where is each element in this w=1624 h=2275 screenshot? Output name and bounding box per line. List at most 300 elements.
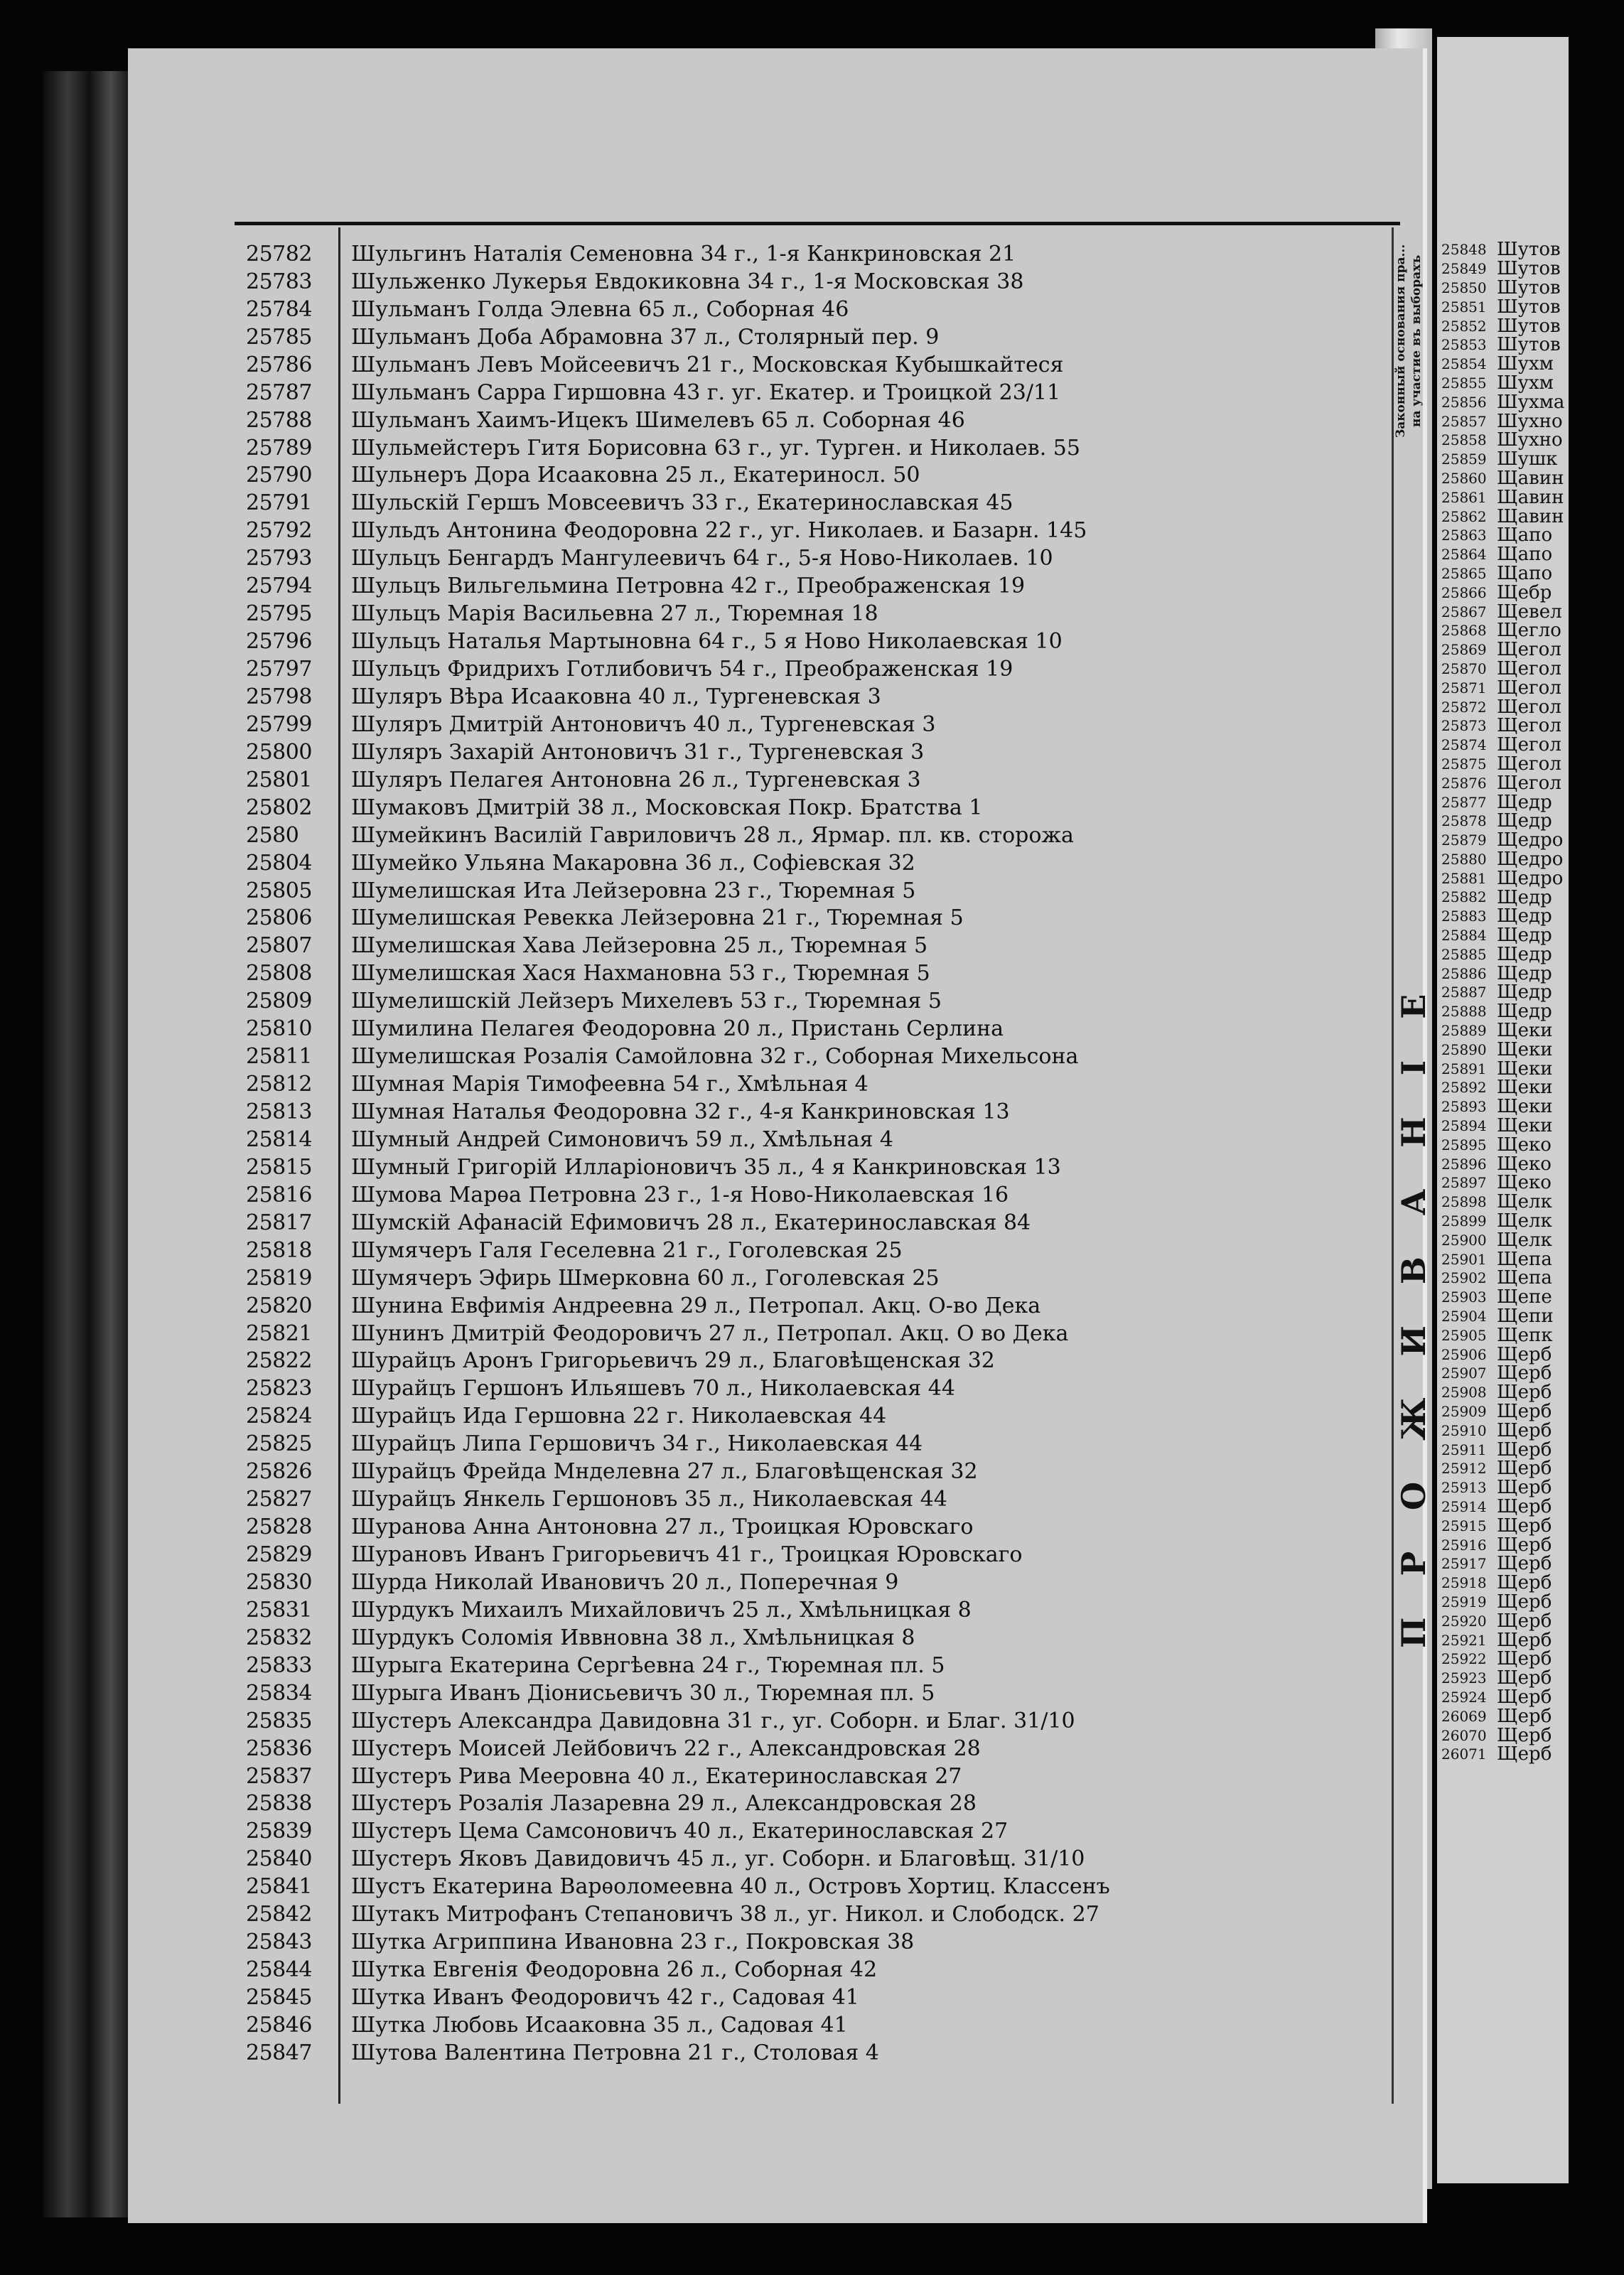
entry-number: 25811 — [246, 1044, 312, 1070]
entry-number: 25785 — [246, 324, 312, 350]
list-item — [1441, 773, 1564, 792]
entry-text: Шурайцъ Ида Гершовна 22 г. Николаевская 44 — [351, 1404, 887, 1429]
entry-name-fragment: Щапо — [1497, 562, 1553, 584]
list-item — [246, 323, 1376, 351]
list-item — [1441, 450, 1564, 469]
entry-number: 25826 — [246, 1459, 312, 1485]
entry-name-fragment: Щедро — [1497, 867, 1564, 889]
entry-number: 25875 — [1441, 755, 1487, 773]
entry-number: 25924 — [1441, 1688, 1487, 1706]
list-item — [246, 1817, 1376, 1845]
entry-text: Шумная Наталья Феодоровна 32 г., 4-я Канкриновская 13 — [351, 1099, 1010, 1125]
list-item — [246, 1070, 1376, 1098]
entry-name-fragment: Щеки — [1497, 1058, 1553, 1080]
entry-number: 25870 — [1441, 660, 1487, 677]
entry-number: 25794 — [246, 574, 312, 599]
entry-name-fragment: Щедр — [1497, 886, 1552, 908]
list-item — [1441, 564, 1564, 583]
entry-text: Шурдукъ Михаилъ Михайловичъ 25 л., Хмѣльницкая 8 — [351, 1597, 972, 1623]
entry-text: Шурыга Иванъ Діонисьевичъ 30 л., Тюремная пл. 5 — [351, 1680, 935, 1706]
list-item — [1441, 1059, 1564, 1078]
entry-name-fragment: Щерб — [1497, 1343, 1552, 1365]
list-item — [246, 1956, 1376, 1984]
list-item — [246, 1043, 1376, 1070]
entry-text: Шумячеръ Эфирь Шмерковна 60 л., Гоголевская 25 — [351, 1265, 940, 1291]
entry-name-fragment: Щедр — [1497, 943, 1552, 965]
entry-number: 25816 — [246, 1182, 312, 1208]
list-item — [246, 1845, 1376, 1873]
entry-number: 25873 — [1441, 717, 1487, 735]
entry-name-fragment: Щеко — [1497, 1172, 1552, 1194]
list-item — [246, 1015, 1376, 1043]
list-item — [1441, 1630, 1564, 1650]
entry-name-fragment: Щегол — [1497, 677, 1561, 699]
entry-text: Шурда Николай Ивановичъ 20 л., Поперечная 9 — [351, 1569, 899, 1595]
entry-number: 25881 — [1441, 869, 1487, 887]
list-item — [1441, 1402, 1564, 1421]
entry-text: Шустеръ Александра Давидовна 31 г., уг. Соборн. и Благ. 31/10 — [351, 1708, 1075, 1733]
entry-number: 25874 — [1441, 736, 1487, 754]
entry-text: Шутка Евгенія Феодоровна 26 л., Соборная 42 — [351, 1957, 878, 1983]
list-item — [1441, 1745, 1564, 1764]
list-item — [1441, 907, 1564, 926]
list-item — [246, 738, 1376, 766]
entry-number: 25810 — [246, 1016, 312, 1042]
entry-name-fragment: Шухно — [1497, 410, 1563, 432]
list-item — [246, 296, 1376, 323]
list-item — [246, 1098, 1376, 1126]
entry-name-fragment: Щедро — [1497, 829, 1564, 851]
list-item — [246, 434, 1376, 462]
entry-name-fragment: Щапо — [1497, 525, 1553, 547]
list-item — [1441, 697, 1564, 716]
entry-name-fragment: Щерб — [1497, 1401, 1552, 1423]
list-item — [1441, 392, 1564, 412]
entry-number: 25849 — [1441, 260, 1487, 278]
entry-text: Шустеръ Рива Мееровна 40 л., Екатеринославская 27 — [351, 1763, 962, 1789]
entry-number: 25850 — [1441, 279, 1487, 296]
list-item — [1441, 964, 1564, 983]
list-item — [246, 877, 1376, 905]
list-item — [246, 1679, 1376, 1707]
list-item — [1441, 1117, 1564, 1136]
entry-name-fragment: Щедр — [1497, 925, 1552, 947]
list-item — [246, 655, 1376, 683]
entry-number: 25889 — [1441, 1022, 1487, 1040]
entry-number: 25837 — [246, 1763, 312, 1789]
list-item — [246, 544, 1376, 572]
entry-number: 25917 — [1441, 1555, 1487, 1573]
entry-text: Шульманъ Сарра Гиршовна 43 г. уг. Екатер. и Троицкой 23/11 — [351, 380, 1061, 405]
list-item — [1441, 1269, 1564, 1288]
entry-name-fragment: Щерб — [1497, 1572, 1552, 1594]
entry-name-fragment: Щепе — [1497, 1286, 1552, 1308]
list-item — [246, 1984, 1376, 2011]
entry-number: 25903 — [1441, 1289, 1487, 1306]
list-item — [246, 1624, 1376, 1652]
entry-text: Шунина Евфимія Андреевна 29 л., Петропал. Акц. О-во Дека — [351, 1293, 1041, 1318]
entry-name-fragment: Шутов — [1497, 296, 1561, 318]
entry-number: 25822 — [246, 1348, 312, 1374]
entry-name-fragment: Щавин — [1497, 486, 1564, 508]
entry-name-fragment: Щеки — [1497, 1077, 1553, 1099]
list-item — [1441, 1440, 1564, 1459]
entry-name-fragment: Щедр — [1497, 1001, 1552, 1023]
entry-number: 25923 — [1441, 1669, 1487, 1687]
list-item — [246, 1790, 1376, 1818]
entry-text: Шумный Андрей Симоновичъ 59 л., Хмѣльная 4 — [351, 1126, 894, 1152]
entry-number: 25841 — [246, 1874, 312, 1900]
entry-text: Шумаковъ Дмитрій 38 л., Московская Покр. Братства 1 — [351, 795, 983, 820]
entry-text: Шустеръ Моисей Лейбовичъ 22 г., Александровская 28 — [351, 1736, 981, 1761]
entry-number: 25888 — [1441, 1003, 1487, 1021]
list-item — [246, 1569, 1376, 1596]
list-item — [1441, 1535, 1564, 1554]
list-item — [1441, 1421, 1564, 1440]
list-item — [246, 1485, 1376, 1513]
entry-text: Шурайцъ Аронъ Григорьевичъ 29 л., Благовѣщенская 32 — [351, 1348, 995, 1374]
entry-number: 26069 — [1441, 1707, 1487, 1725]
entry-number: 25814 — [246, 1126, 312, 1152]
entry-text: Шуляръ Дмитрій Антоновичъ 40 л., Тургеневская 3 — [351, 711, 936, 737]
list-item — [246, 1458, 1376, 1485]
entry-name-fragment: Щерб — [1497, 1458, 1552, 1480]
list-item — [246, 1320, 1376, 1348]
entry-name-fragment: Щепк — [1497, 1324, 1553, 1346]
list-item — [1441, 926, 1564, 945]
entry-name-fragment: Щедр — [1497, 981, 1552, 1004]
list-item — [1441, 1230, 1564, 1249]
entry-number: 25783 — [246, 269, 312, 294]
list-item — [246, 794, 1376, 822]
list-item — [1441, 431, 1564, 450]
entry-text: Шумелишская Ита Лейзеровна 23 г., Тюремная 5 — [351, 878, 916, 903]
entry-number: 25914 — [1441, 1497, 1487, 1515]
list-item — [1441, 240, 1564, 259]
list-item — [246, 240, 1376, 268]
entry-number: 25819 — [246, 1265, 312, 1291]
entry-number: 25871 — [1441, 679, 1487, 697]
entry-number: 25855 — [1441, 374, 1487, 392]
list-item — [1441, 1325, 1564, 1345]
next-page-list — [1441, 240, 1564, 1764]
entry-number: 25798 — [246, 684, 312, 709]
list-item — [246, 1181, 1376, 1209]
entry-text: Шурайцъ Янкель Гершоновъ 35 л., Николаевская 44 — [351, 1487, 947, 1512]
entry-number: 25883 — [1441, 908, 1487, 925]
entry-number: 25784 — [246, 296, 312, 322]
list-item — [1441, 868, 1564, 888]
entry-number: 25846 — [246, 2012, 312, 2038]
list-item — [1441, 792, 1564, 812]
entry-number: 25905 — [1441, 1326, 1487, 1344]
list-item — [1441, 1706, 1564, 1726]
list-item — [246, 351, 1376, 379]
list-item — [1441, 469, 1564, 488]
list-item — [1441, 1650, 1564, 1669]
entry-number: 25856 — [1441, 393, 1487, 411]
list-item — [246, 959, 1376, 987]
entry-text: Шумелишская Ревекка Лейзеровна 21 г., Тюремная 5 — [351, 905, 964, 931]
entry-number: 25827 — [246, 1487, 312, 1512]
list-item — [1441, 602, 1564, 621]
entry-text: Шунинъ Дмитрій Феодоровичъ 27 л., Петропал. Акц. О во Дека — [351, 1321, 1069, 1346]
entry-text: Шульцъ Наталья Мартыновна 64 г., 5 я Ново Николаевская 10 — [351, 629, 1063, 655]
entry-number: 25789 — [246, 435, 312, 461]
entry-name-fragment: Шухма — [1497, 391, 1565, 413]
entry-text: Шурдукъ Соломія Иввновна 38 л., Хмѣльницкая 8 — [351, 1625, 915, 1650]
list-item — [1441, 945, 1564, 964]
entry-name-fragment: Щеко — [1497, 1153, 1552, 1175]
list-item — [1441, 640, 1564, 660]
entry-number: 25824 — [246, 1404, 312, 1429]
list-item — [246, 1237, 1376, 1264]
list-item — [246, 572, 1376, 600]
entry-text: Шульманъ Левъ Мойсеевичъ 21 г., Московская Кубышкайтеся — [351, 352, 1064, 377]
entry-name-fragment: Шутов — [1497, 315, 1561, 337]
entry-number: 25782 — [246, 241, 312, 267]
list-item — [246, 1153, 1376, 1181]
entry-number: 25916 — [1441, 1536, 1487, 1554]
entry-number: 25836 — [246, 1736, 312, 1761]
entry-number: 25840 — [246, 1846, 312, 1872]
entry-text: Шумейко Ульяна Макаровна 36 л., Софіевская 32 — [351, 850, 915, 876]
list-item — [246, 1209, 1376, 1237]
entry-text: Шутова Валентина Петровна 21 г., Столовая 4 — [351, 2040, 879, 2065]
list-item — [246, 683, 1376, 711]
entry-number: 25919 — [1441, 1593, 1487, 1610]
list-item — [1441, 374, 1564, 393]
list-item — [1441, 1002, 1564, 1021]
list-item — [1441, 1383, 1564, 1402]
list-item — [246, 1292, 1376, 1320]
list-item — [1441, 545, 1564, 564]
entry-text: Шурайцъ Фрейда Мнделевна 27 л., Благовѣщенская 32 — [351, 1459, 978, 1485]
entry-name-fragment: Щегло — [1497, 620, 1561, 642]
entry-number: 25854 — [1441, 355, 1487, 373]
entry-number: 25879 — [1441, 832, 1487, 849]
entry-number: 25825 — [246, 1431, 312, 1457]
entry-number: 25867 — [1441, 603, 1487, 620]
list-item — [246, 1735, 1376, 1763]
list-item — [246, 822, 1376, 849]
list-item — [1441, 678, 1564, 697]
entry-number: 25851 — [1441, 298, 1487, 316]
list-item — [1441, 1173, 1564, 1193]
entry-name-fragment: Щеки — [1497, 1096, 1553, 1118]
entry-text: Шульгинъ Наталія Семеновна 34 г., 1-я Канкриновская 21 — [351, 241, 1016, 267]
list-item — [1441, 1193, 1564, 1212]
entry-name-fragment: Щерб — [1497, 1477, 1552, 1499]
entry-number: 25907 — [1441, 1365, 1487, 1382]
list-item — [1441, 1040, 1564, 1059]
list-item — [246, 517, 1376, 544]
entry-number: 25878 — [1441, 812, 1487, 830]
list-item — [246, 600, 1376, 628]
list-item — [246, 1652, 1376, 1679]
entry-name-fragment: Шутов — [1497, 277, 1561, 299]
entry-text: Шульмейстеръ Гитя Борисовна 63 г., уг. Турген. и Николаев. 55 — [351, 435, 1080, 461]
entry-text: Шумелишская Хася Нахмановна 53 г., Тюремная 5 — [351, 961, 930, 986]
entry-name-fragment: Щедр — [1497, 810, 1552, 832]
entry-name-fragment: Щедро — [1497, 848, 1564, 870]
entry-text: Шуляръ Вѣра Исааковна 40 л., Тургеневская 3 — [351, 684, 881, 709]
entry-number: 25835 — [246, 1708, 312, 1733]
list-item — [1441, 812, 1564, 831]
entry-number: 25848 — [1441, 241, 1487, 259]
list-item — [246, 711, 1376, 738]
entry-number: 25821 — [246, 1321, 312, 1346]
list-item — [1441, 1097, 1564, 1117]
list-item — [1441, 488, 1564, 507]
entry-text: Шумячеръ Галя Геселевна 21 г., Гоголевская 25 — [351, 1237, 903, 1263]
entry-text: Шутакъ Митрофанъ Степановичъ 38 л., уг. Никол. и Слободск. 27 — [351, 1902, 1099, 1927]
entry-number: 25797 — [246, 657, 312, 682]
entry-name-fragment: Щепи — [1497, 1306, 1554, 1328]
entry-number: 25921 — [1441, 1631, 1487, 1649]
entry-number: 25853 — [1441, 336, 1487, 354]
list-item — [246, 1541, 1376, 1569]
entry-number: 25880 — [1441, 850, 1487, 868]
entry-number: 25897 — [1441, 1174, 1487, 1192]
list-item — [1441, 507, 1564, 526]
list-item — [246, 932, 1376, 959]
list-item — [246, 1900, 1376, 1928]
entry-text: Шустеръ Яковъ Давидовичъ 45 л., уг. Соборн. и Благовѣщ. 31/10 — [351, 1846, 1085, 1872]
entry-number: 25808 — [246, 961, 312, 986]
entry-text: Шуляръ Пелагея Антоновна 26 л., Тургеневская 3 — [351, 767, 921, 792]
entry-number: 25793 — [246, 546, 312, 571]
list-item — [1441, 526, 1564, 545]
list-item — [1441, 1249, 1564, 1269]
list-item — [1441, 1726, 1564, 1745]
list-item — [1441, 259, 1564, 279]
entry-number: 25896 — [1441, 1155, 1487, 1173]
entry-number: 26070 — [1441, 1726, 1487, 1744]
entry-name-fragment: Щепа — [1497, 1248, 1552, 1270]
entry-number: 25820 — [246, 1293, 312, 1318]
list-item — [1441, 1688, 1564, 1707]
entry-text: Шульскій Гершъ Мовсеевичъ 33 г., Екатеринославская 45 — [351, 490, 1013, 516]
entry-name-fragment: Шухм — [1497, 353, 1554, 375]
list-item — [1441, 657, 1564, 679]
list-item — [246, 905, 1376, 932]
list-item — [246, 1264, 1376, 1292]
list-item — [246, 1513, 1376, 1541]
entry-text: Шутка Иванъ Феодоровичъ 42 г., Садовая 41 — [351, 1985, 859, 2011]
entry-number: 25807 — [246, 933, 312, 959]
entry-number: 25799 — [246, 711, 312, 737]
list-item — [246, 268, 1376, 296]
list-item — [1441, 1154, 1564, 1173]
entry-name-fragment: Щерб — [1497, 1724, 1552, 1746]
entry-text: Шуранова Анна Антоновна 27 л., Троицкая Юровскаго — [351, 1515, 974, 1540]
entry-number: 25886 — [1441, 964, 1487, 982]
entry-number: 25842 — [246, 1902, 312, 1927]
entry-number: 25815 — [246, 1154, 312, 1180]
book-spine — [43, 71, 128, 2217]
entry-number: 25899 — [1441, 1212, 1487, 1230]
entry-number: 25864 — [1441, 546, 1487, 564]
entry-name-fragment: Щедр — [1497, 962, 1552, 984]
entry-number: 25830 — [246, 1569, 312, 1595]
entry-number: 25792 — [246, 518, 312, 544]
entry-name-fragment: Щерб — [1497, 1591, 1552, 1613]
entry-name-fragment: Щеки — [1497, 1038, 1553, 1060]
entry-number: 25901 — [1441, 1250, 1487, 1268]
entry-number: 25834 — [246, 1680, 312, 1706]
entry-text: Шутка Агриппина Ивановна 23 г., Покровская 38 — [351, 1930, 915, 1955]
entry-number: 25895 — [1441, 1136, 1487, 1153]
entry-name-fragment: Щелк — [1497, 1191, 1552, 1213]
entry-name-fragment: Щебр — [1497, 581, 1552, 603]
entry-name-fragment: Щегол — [1497, 696, 1561, 718]
entry-text: Шумейкинъ Василій Гавриловичъ 28 л., Ярмар. пл. кв. сторожа — [351, 822, 1074, 848]
list-item — [246, 2011, 1376, 2039]
entry-text: Шуляръ Захарій Антоновичъ 31 г., Тургеневская 3 — [351, 739, 925, 765]
entry-number: 25812 — [246, 1072, 312, 1097]
entry-name-fragment: Щегол — [1497, 753, 1561, 775]
list-item — [1441, 1516, 1564, 1535]
entry-number: 25866 — [1441, 583, 1487, 601]
entry-text: Шульцъ Бенгардъ Мангулеевичъ 64 г., 5-я Ново-Николаев. 10 — [351, 546, 1053, 571]
entry-number: 25893 — [1441, 1098, 1487, 1116]
entry-number: 25890 — [1441, 1040, 1487, 1058]
entry-number: 25882 — [1441, 888, 1487, 906]
entry-number: 25859 — [1441, 451, 1487, 468]
entry-name-fragment: Щерб — [1497, 1705, 1552, 1727]
entry-number: 25894 — [1441, 1117, 1487, 1135]
entry-name-fragment: Щерб — [1497, 1382, 1552, 1404]
entry-name-fragment: Шушк — [1497, 448, 1558, 470]
entry-number: 25898 — [1441, 1193, 1487, 1211]
list-item — [1441, 583, 1564, 602]
entry-number: 25788 — [246, 407, 312, 433]
entry-name-fragment: Щелк — [1497, 1210, 1552, 1232]
entry-name-fragment: Щерб — [1497, 1419, 1552, 1441]
entry-number: 25857 — [1441, 412, 1487, 430]
entry-number: 25902 — [1441, 1269, 1487, 1287]
list-item — [1441, 1212, 1564, 1231]
entry-text: Шумная Марія Тимофеевна 54 г., Хмѣльная 4 — [351, 1072, 869, 1097]
list-item — [246, 987, 1376, 1015]
list-item — [1441, 1554, 1564, 1574]
entry-name-fragment: Щеки — [1497, 1020, 1553, 1042]
list-item — [1441, 888, 1564, 907]
sidebar-rule — [1392, 227, 1394, 2104]
entry-number: 25912 — [1441, 1460, 1487, 1478]
entry-name-fragment: Щегол — [1497, 734, 1561, 756]
entry-number: 25838 — [246, 1791, 312, 1817]
list-item — [1441, 316, 1564, 335]
entry-number: 25908 — [1441, 1384, 1487, 1402]
entry-name-fragment: Шутов — [1497, 258, 1561, 280]
list-item — [1441, 1078, 1564, 1097]
entry-name-fragment: Шутов — [1497, 334, 1561, 356]
list-item — [1441, 1497, 1564, 1517]
entry-number: 25911 — [1441, 1441, 1487, 1458]
entry-name-fragment: Щепа — [1497, 1267, 1552, 1289]
entry-text: Шурыга Екатерина Сергѣевна 24 г., Тюремная пл. 5 — [351, 1652, 945, 1678]
entry-number: 25831 — [246, 1597, 312, 1623]
entry-text: Шустеръ Цема Самсоновичъ 40 л., Екатеринославская 27 — [351, 1819, 1009, 1844]
list-item — [246, 1596, 1376, 1624]
entry-name-fragment: Щерб — [1497, 1610, 1552, 1632]
entry-number: 25790 — [246, 463, 312, 488]
list-item — [246, 1763, 1376, 1790]
entry-text: Шульнеръ Дора Исааковна 25 л., Екатериносл. 50 — [351, 463, 920, 488]
entry-number: 25876 — [1441, 774, 1487, 792]
